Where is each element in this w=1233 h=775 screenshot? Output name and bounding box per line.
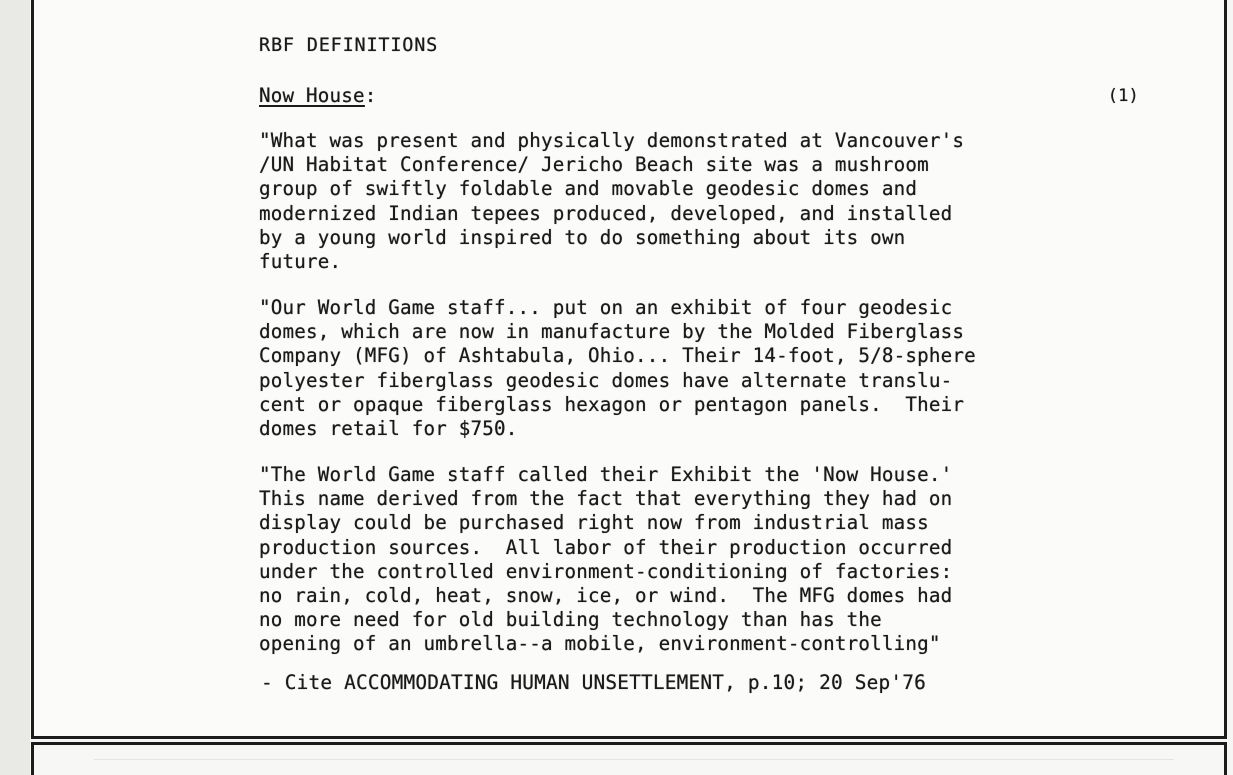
left-page-margin	[0, 0, 30, 775]
term-name: Now House	[259, 84, 365, 107]
definition-number: (1)	[1107, 86, 1139, 106]
next-card-faint-line	[94, 759, 1174, 760]
term-heading	[259, 84, 377, 108]
document-header: RBF DEFINITIONS	[259, 35, 439, 56]
citation: - Cite ACCOMMODATING HUMAN UNSETTLEMENT, p.10; 20 Sep'76	[261, 671, 926, 694]
next-card-edge	[31, 742, 1227, 775]
paragraph-2: "Our World Game staff... put on an exhibit of four geodesic domes, which are now in manufacture by the Molded Fiberglass Company (MFG) of Ashtabula, Ohio... Their 14-foot, 5/8-sphere polyester fiberglass geodesic domes have alternate translu- cent or opaque fiberglass hexagon or pentagon panels. Their domes retail for $750.	[259, 296, 976, 441]
term-row	[259, 84, 1139, 110]
paragraph-1: "What was present and physically demonstrated at Vancouver's /UN Habitat Conference/ Jericho Beach site was a mushroom group of swiftly foldable and movable geodesic domes and modernized Indian tepees produced, developed, and installed by a young world inspired to do something about its own future.	[259, 129, 965, 274]
paragraph-3: "The World Game staff called their Exhibit the 'Now House.' This name derived from the fact that everything they had on display could be purchased right now from industrial mass production sources. All labor of their production occurred under the controlled environment-conditioning of factories: no rain, cold, heat, snow, ice, or wind. The MFG domes had no more need for old building technology than has the opening of an umbrella--a mobile, environment-controlling"	[259, 463, 953, 656]
term-colon: :	[364, 84, 377, 107]
